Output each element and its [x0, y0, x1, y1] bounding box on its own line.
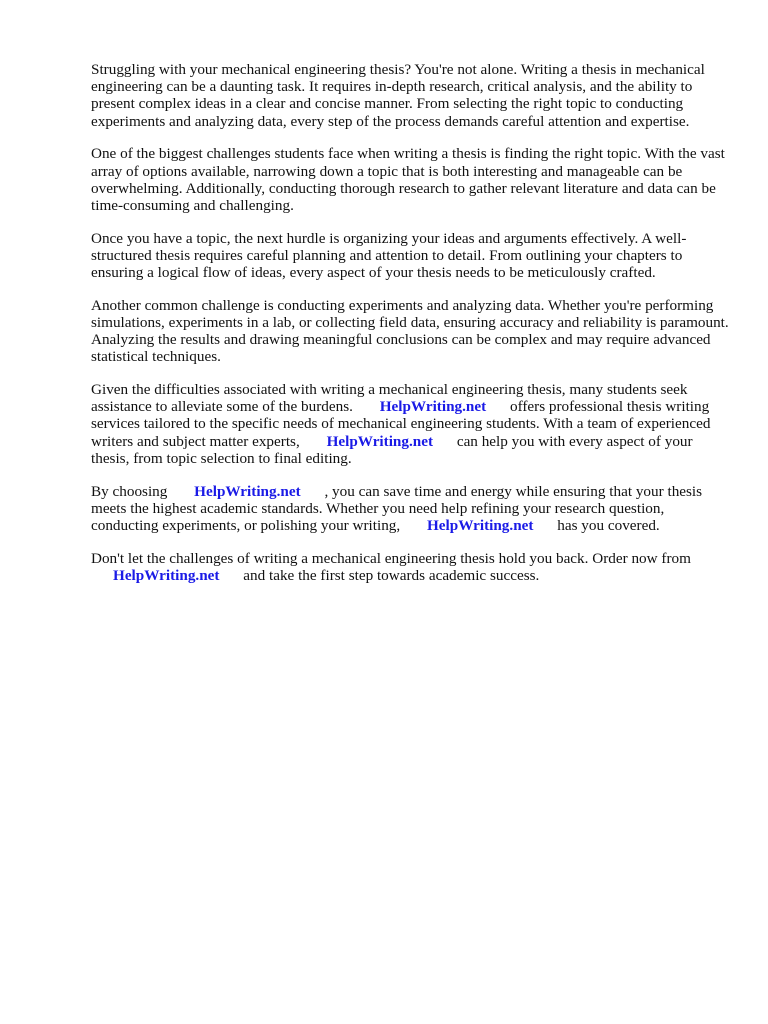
- paragraph-intro: Struggling with your mechanical engineering thesis? You're not alone. Writing a thesis in mechanical engineering can be a daunting task. It requires in-depth research, critical analysis, and the ability to present complex ideas in a clear and concise manner. From selecting the right topic to conducting experiments and analyzing data, every step of the process demands careful attention and expertise.: [91, 61, 705, 130]
- paragraph-text: Given the difficulties associated with writing a mechanical engineering thesis, many students seek assistance to alleviate some of the burdens.: [91, 381, 688, 416]
- helpwriting-link[interactable]: HelpWriting.net: [379, 398, 487, 416]
- paragraph-choosing: [91, 483, 731, 535]
- paragraph-organizing: Once you have a topic, the next hurdle is organizing your ideas and arguments effectively. A well-structured thesis requires careful planning and attention to detail. From outlining your chapters to ensuring a logical flow of ideas, every aspect of your thesis needs to be meticulously crafted.: [91, 229, 687, 282]
- paragraph-text: By choosing: [91, 482, 168, 500]
- paragraph-call-to-action: [91, 550, 731, 584]
- paragraph-text: , you can save time and energy while ensuring that your thesis meets the highest academic standards. Whether you need help refining your research question, conducting experiments, or polishing your writing,: [91, 482, 703, 534]
- document-page: [91, 61, 731, 600]
- paragraph-text: Don't let the challenges of writing a mechanical engineering thesis hold you back. Order now from: [91, 549, 691, 567]
- helpwriting-link[interactable]: HelpWriting.net: [426, 516, 534, 534]
- paragraph-text: has you covered.: [557, 516, 660, 534]
- paragraph-text: and take the first step towards academic success.: [243, 566, 540, 584]
- paragraph-assistance: [91, 381, 731, 467]
- paragraph-text: offers professional thesis writing services tailored to the specific needs of mechanical engineering students. With a team of experienced writers and subject matter experts,: [91, 398, 711, 450]
- helpwriting-link[interactable]: HelpWriting.net: [194, 482, 301, 500]
- paragraph-text: can help you with every aspect of your thesis, from topic selection to final editing.: [91, 432, 693, 467]
- paragraph-topic-challenge: One of the biggest challenges students face when writing a thesis is finding the right topic. With the vast array of options available, narrowing down a topic that is both interesting and manageable can be overwhelming. Additionally, conducting thorough research to gather relevant literature and data can be time-consuming and challenging.: [91, 145, 725, 214]
- helpwriting-link[interactable]: HelpWriting.net: [113, 566, 220, 584]
- helpwriting-link[interactable]: HelpWriting.net: [326, 432, 434, 450]
- paragraph-experiments: Another common challenge is conducting experiments and analyzing data. Whether you're performing simulations, experiments in a lab, or collecting field data, ensuring accuracy and reliability is paramount. Analyzing the results and drawing meaningful conclusions can be complex and may require advanced statistical techniques.: [91, 296, 729, 366]
